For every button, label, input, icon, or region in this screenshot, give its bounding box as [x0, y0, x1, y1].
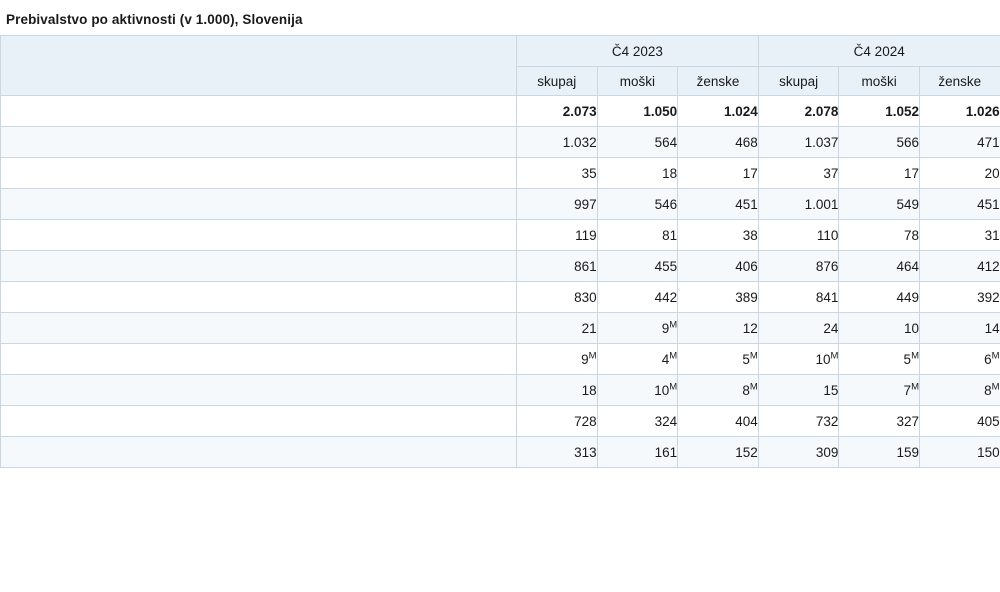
header-subcol-2: ženske	[678, 67, 759, 96]
value-text: 549	[896, 196, 919, 212]
value-text: 21	[581, 320, 597, 336]
value-text: 442	[654, 289, 678, 305]
row-label	[1, 251, 517, 282]
row-value	[919, 189, 1000, 220]
value-text: 152	[735, 444, 758, 460]
quality-flag: M	[669, 350, 678, 361]
table-row	[1, 251, 1000, 282]
header-subcol-3: skupaj	[758, 67, 839, 96]
table-row	[1, 158, 1000, 189]
value-text: 78	[903, 227, 919, 243]
value-text: 161	[654, 444, 678, 460]
value-text: 81	[662, 227, 678, 243]
row-value	[919, 437, 1000, 468]
value-text: 35	[581, 165, 597, 181]
row-value	[597, 406, 678, 437]
row-value	[919, 251, 1000, 282]
row-value	[839, 251, 920, 282]
value-text: 455	[654, 258, 678, 274]
quality-flag: M	[911, 381, 919, 392]
row-value	[839, 313, 920, 344]
table-row	[1, 189, 1000, 220]
row-value	[919, 375, 1000, 406]
value-text: 412	[977, 258, 1000, 274]
row-label	[1, 375, 517, 406]
value-text: 17	[742, 165, 758, 181]
row-value	[517, 220, 598, 251]
quality-flag: M	[991, 381, 1000, 392]
value-text: 451	[735, 196, 758, 212]
value-text: 313	[574, 444, 597, 460]
table-row	[1, 220, 1000, 251]
row-value	[678, 251, 759, 282]
value-text: 20	[984, 165, 1000, 181]
row-value	[839, 96, 920, 127]
row-value	[517, 96, 598, 127]
value-text: 327	[896, 413, 919, 429]
quality-flag: M	[911, 350, 919, 361]
row-value	[517, 189, 598, 220]
row-label	[1, 127, 517, 158]
row-label	[1, 437, 517, 468]
row-value	[678, 282, 759, 313]
value-text: 546	[654, 196, 678, 212]
row-value	[919, 406, 1000, 437]
value-text: 24	[823, 320, 839, 336]
row-label	[1, 313, 517, 344]
row-value	[517, 251, 598, 282]
value-text: 15	[823, 382, 839, 398]
table-row	[1, 313, 1000, 344]
value-text: 728	[574, 413, 597, 429]
row-value	[597, 189, 678, 220]
value-text: 876	[815, 258, 839, 274]
row-value	[517, 282, 598, 313]
row-value	[758, 220, 839, 251]
header-subcol-5: ženske	[919, 67, 1000, 96]
row-value	[839, 282, 920, 313]
value-text: 119	[575, 227, 597, 243]
value-text: 449	[896, 289, 919, 305]
row-value	[758, 189, 839, 220]
value-text: 5	[742, 351, 750, 367]
value-text: 309	[815, 444, 839, 460]
value-text: 997	[574, 196, 597, 212]
value-text: 406	[735, 258, 758, 274]
value-text: 404	[735, 413, 758, 429]
row-value	[839, 158, 920, 189]
header-period-2: Č4 2024	[758, 36, 1000, 67]
value-text: 841	[815, 289, 839, 305]
quality-flag: M	[830, 350, 839, 361]
row-value	[597, 220, 678, 251]
row-value	[678, 189, 759, 220]
table-row	[1, 437, 1000, 468]
quality-flag: M	[749, 381, 758, 392]
value-text: 8	[742, 382, 750, 398]
value-text: 5	[903, 351, 912, 367]
row-value	[919, 127, 1000, 158]
row-value	[678, 127, 759, 158]
row-value	[678, 437, 759, 468]
row-value	[597, 96, 678, 127]
row-value	[678, 313, 759, 344]
row-value	[517, 313, 598, 344]
value-text: 405	[977, 413, 1000, 429]
row-value	[597, 375, 678, 406]
row-value	[597, 282, 678, 313]
row-value	[919, 158, 1000, 189]
value-text: 10	[903, 320, 919, 336]
table-row	[1, 375, 1000, 406]
value-text: 9	[661, 320, 670, 336]
header-row-periods	[1, 36, 1000, 67]
row-label	[1, 220, 517, 251]
value-text: 2.073	[562, 103, 597, 119]
value-text: 1.032	[562, 134, 597, 150]
row-value	[758, 375, 839, 406]
row-value	[758, 282, 839, 313]
value-text: 7	[903, 382, 912, 398]
value-text: 110	[816, 227, 839, 243]
quality-flag: M	[588, 350, 597, 361]
value-text: 31	[984, 227, 1000, 243]
quality-flag: M	[669, 319, 678, 330]
value-text: 566	[896, 134, 919, 150]
value-text: 9	[581, 351, 589, 367]
value-text: 18	[581, 382, 597, 398]
quality-flag: M	[669, 381, 678, 392]
row-value	[597, 158, 678, 189]
value-text: 389	[735, 289, 758, 305]
row-value	[839, 189, 920, 220]
value-text: 4	[661, 351, 670, 367]
row-value	[597, 313, 678, 344]
value-text: 37	[823, 165, 839, 181]
row-label	[1, 406, 517, 437]
header-period-1: Č4 2023	[517, 36, 759, 67]
statistics-table	[0, 35, 1000, 468]
row-value	[758, 406, 839, 437]
header-subcol-1: moški	[597, 67, 678, 96]
value-text: 1.050	[643, 103, 678, 119]
row-label	[1, 282, 517, 313]
row-label	[1, 344, 517, 375]
value-text: 1.024	[724, 103, 758, 119]
table-header	[1, 36, 1000, 96]
value-text: 12	[742, 320, 758, 336]
row-value	[678, 344, 759, 375]
value-text: 38	[742, 227, 758, 243]
value-text: 464	[896, 258, 919, 274]
row-label	[1, 96, 517, 127]
row-value	[919, 220, 1000, 251]
row-value	[597, 344, 678, 375]
page-title: Prebivalstvo po aktivnosti (v 1.000), Slovenija	[6, 12, 303, 27]
value-text: 150	[977, 444, 1000, 460]
row-value	[839, 127, 920, 158]
row-value	[758, 127, 839, 158]
value-text: 830	[574, 289, 597, 305]
row-value	[517, 406, 598, 437]
table-row	[1, 406, 1000, 437]
value-text: 6	[984, 351, 992, 367]
row-value	[678, 375, 759, 406]
row-value	[678, 406, 759, 437]
value-text: 1.026	[965, 103, 1000, 119]
row-value	[517, 158, 598, 189]
value-text: 471	[977, 134, 1000, 150]
value-text: 18	[662, 165, 678, 181]
value-text: 392	[977, 289, 1000, 305]
row-value	[678, 158, 759, 189]
value-text: 14	[984, 320, 1000, 336]
row-value	[839, 437, 920, 468]
value-text: 324	[654, 413, 678, 429]
row-value	[758, 96, 839, 127]
quality-flag: M	[991, 350, 1000, 361]
value-text: 2.078	[804, 103, 839, 119]
value-text: 1.001	[804, 196, 839, 212]
table-body	[1, 96, 1000, 468]
row-value	[839, 375, 920, 406]
value-text: 564	[654, 134, 678, 150]
value-text: 1.037	[804, 134, 839, 150]
header-corner-cell	[1, 36, 517, 96]
header-subcol-0: skupaj	[517, 67, 598, 96]
value-text: 1.052	[885, 103, 919, 119]
row-value	[517, 344, 598, 375]
value-text: 732	[815, 413, 839, 429]
row-value	[839, 220, 920, 251]
row-value	[839, 406, 920, 437]
row-value	[919, 344, 1000, 375]
value-text: 468	[735, 134, 758, 150]
table-row	[1, 344, 1000, 375]
row-value	[517, 437, 598, 468]
row-value	[517, 127, 598, 158]
row-value	[758, 437, 839, 468]
table-row	[1, 96, 1000, 127]
value-text: 10	[654, 382, 670, 398]
row-value	[597, 251, 678, 282]
row-value	[839, 344, 920, 375]
row-value	[919, 96, 1000, 127]
row-value	[758, 251, 839, 282]
value-text: 10	[815, 351, 831, 367]
table-row	[1, 282, 1000, 313]
value-text: 8	[984, 382, 992, 398]
value-text: 159	[896, 444, 919, 460]
row-value	[758, 158, 839, 189]
row-value	[758, 313, 839, 344]
header-subcol-4: moški	[839, 67, 920, 96]
row-value	[678, 220, 759, 251]
value-text: 17	[903, 165, 919, 181]
value-text: 861	[574, 258, 597, 274]
row-value	[919, 313, 1000, 344]
row-value	[597, 437, 678, 468]
value-text: 451	[977, 196, 1000, 212]
row-value	[517, 375, 598, 406]
row-value	[758, 344, 839, 375]
row-label	[1, 189, 517, 220]
row-value	[678, 96, 759, 127]
row-value	[597, 127, 678, 158]
row-value	[919, 282, 1000, 313]
quality-flag: M	[749, 350, 758, 361]
table-row	[1, 127, 1000, 158]
row-label	[1, 158, 517, 189]
